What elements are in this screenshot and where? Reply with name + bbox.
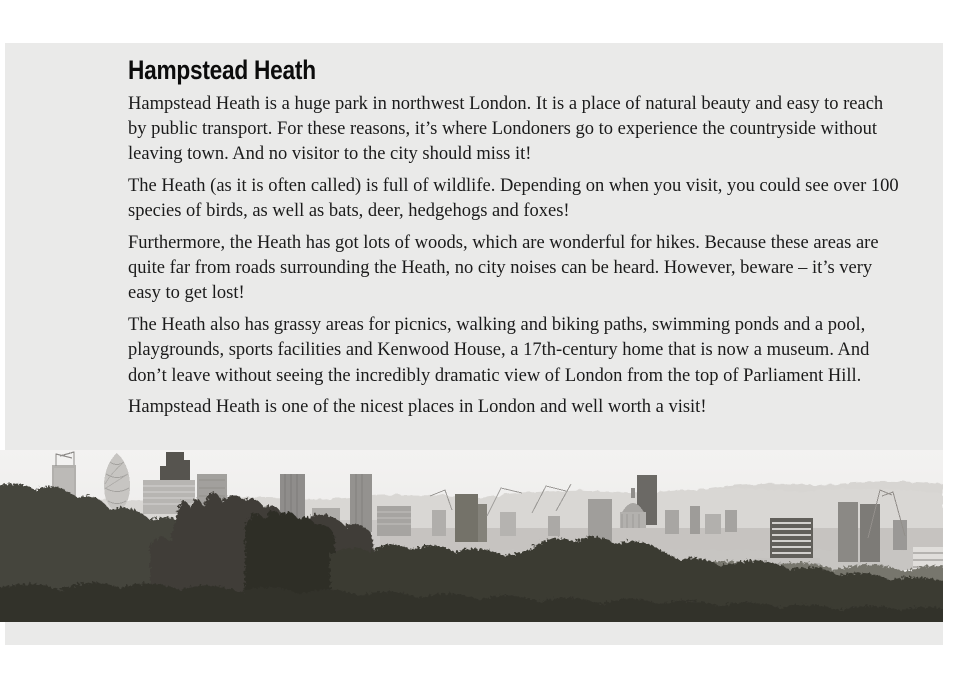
article-paragraph: Hampstead Heath is a huge park in northwest London. It is a place of natural beauty and easy to reach by public transport. For these reasons, it’s where Londoners go to experience the countryside without leaving town. And no visitor to the city should miss it! xyxy=(128,94,884,165)
striped-slabs xyxy=(377,506,411,536)
article-paragraph: The Heath (as it is often called) is full of wildlife. Depending on when you visit, you could see over 100 species of birds, as well as bats, deer, hedgehogs and foxes! xyxy=(128,176,899,222)
london-skyline-photo xyxy=(0,450,943,622)
ribbed-tower-b xyxy=(350,474,372,532)
article-text xyxy=(128,55,906,427)
dark-slab xyxy=(455,494,478,542)
article-paragraph: The Heath also has grassy areas for picnics, walking and biking paths, swimming ponds and a pool, playgrounds, sports facilities and Kenwood House, a 17th-century home that is now a museum. And don’t leave without seeing the incredibly dramatic view of London from the top of Parliament Hill. xyxy=(128,315,870,386)
article-paragraph: Furthermore, the Heath has got lots of woods, which are wonderful for hikes. Because these areas are quite far from roads surrounding the Heath, no city noises can be heard. However, beware – it’s very easy to get lost! xyxy=(128,233,879,304)
article-title: Hampstead Heath xyxy=(128,55,316,85)
article-paragraph: Hampstead Heath is one of the nicest places in London and well worth a visit! xyxy=(128,397,707,418)
